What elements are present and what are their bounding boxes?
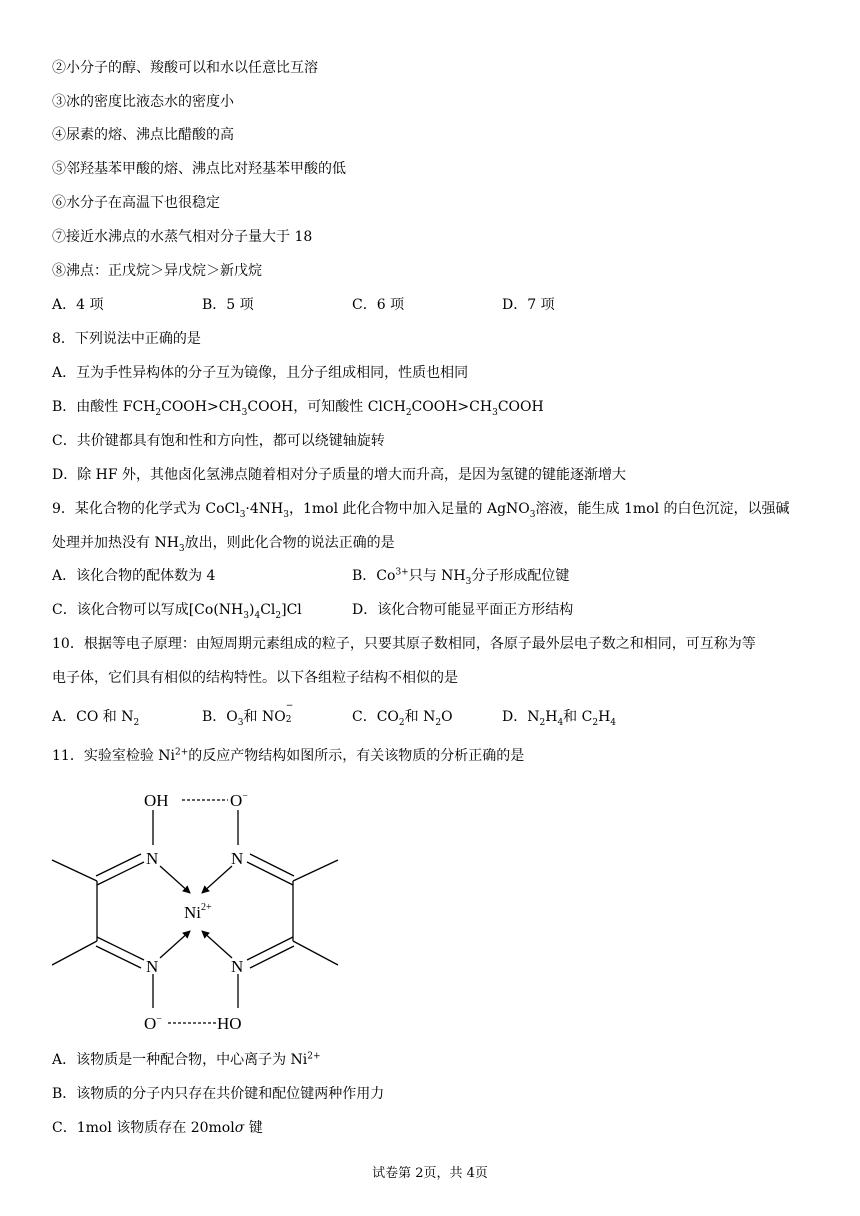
o-minus-bottom-label: O− bbox=[144, 1014, 162, 1033]
oh-top-label: OH bbox=[144, 791, 169, 810]
q7-option-d: D．7 项 bbox=[502, 297, 555, 313]
o-minus-top-label: O− bbox=[230, 791, 248, 810]
ho-bottom-label: HO bbox=[217, 1014, 242, 1033]
page-footer: 试卷第 2页，共 4页 bbox=[372, 1166, 488, 1181]
ni-complex-structure bbox=[40, 780, 360, 1045]
q8-option-a: A．互为手性异构体的分子互为镜像，且分子组成相同，性质也相同 bbox=[52, 365, 469, 381]
n-top-left-label: N bbox=[146, 849, 159, 868]
q7-item-6: ⑥水分子在高温下也很稳定 bbox=[52, 195, 220, 211]
q11-option-a: A．该物质是一种配合物，中心离子为 $Ni^{2+}$ bbox=[52, 1051, 321, 1068]
q8-option-c: C．共价键都具有饱和性和方向性，都可以绕键轴旋转 bbox=[52, 433, 385, 449]
q9-stem-line2: 处理并加热没有 $NH_3$放出，则此化合物的说法正确的是 bbox=[52, 535, 395, 554]
q8-option-b: B．由酸性 $FCH_2COOH>CH_3COOH$，可知酸性 $ClCH_2COOH>CH_3COOH$ bbox=[52, 399, 544, 418]
q8-stem: 8．下列说法中正确的是 bbox=[52, 331, 201, 347]
n-bottom-left-label: N bbox=[146, 957, 159, 976]
ni-center-label: $Ni^{2+}$ bbox=[184, 902, 212, 922]
q7-item-2: ②小分子的醇、羧酸可以和水以任意比互溶 bbox=[52, 60, 318, 76]
q7-item-7: ⑦接近水沸点的水蒸气相对分子量大于 18 bbox=[52, 229, 313, 245]
q7-option-c: C．6 项 bbox=[352, 297, 405, 313]
q10-option-b: B．$O_3$和 NO − 2 bbox=[202, 701, 294, 728]
q10-option-c: C．$CO_2$和 $N_2O$ bbox=[352, 709, 453, 728]
q8-option-d: D．除 HF 外，其他卤化氢沸点随着相对分子质量的增大而升高，是因为氢键的键能逐渐增大 bbox=[52, 467, 627, 483]
q9-stem-line1: 9．某化合物的化学式为 $CoCl_3\cdot 4NH_3$，1mol 此化合物中加入足量的 AgNO$_3$溶液，能生成 1mol 的白色沉淀，以强碱 bbox=[52, 501, 790, 520]
q9-option-d: D．该化合物可能显平面正方形结构 bbox=[352, 602, 574, 618]
q10-option-d: D．$N_2H_4$和 $C_2H_4$ bbox=[502, 709, 617, 728]
q9-option-b: B．$Co^{3+}$只与 $NH_3$分子形成配位键 bbox=[352, 567, 570, 587]
q11-option-b: B．该物质的分子内只存在共价键和配位键两种作用力 bbox=[52, 1086, 385, 1102]
q9-option-a: A．该化合物的配体数为 4 bbox=[52, 568, 216, 584]
q7-item-3: ③冰的密度比液态水的密度小 bbox=[52, 94, 234, 110]
q11-stem: 11．实验室检验 $Ni^{2+}$的反应产物结构如图所示，有关该物质的分析正确的是 bbox=[52, 747, 525, 764]
q10-stem-line1: 10．根据等电子原理：由短周期元素组成的粒子，只要其原子数相同，各原子最外层电子数之和相同，可互称为等 bbox=[52, 636, 756, 652]
q7-item-5: ⑤邻羟基苯甲酸的熔、沸点比对羟基苯甲酸的低 bbox=[52, 161, 346, 177]
n-top-right-label: N bbox=[231, 849, 244, 868]
q9-option-c: C．该化合物可以写成$[Co(NH_3)_4Cl_2]Cl$ bbox=[52, 602, 302, 621]
q7-item-4: ④尿素的熔、沸点比醋酸的高 bbox=[52, 127, 234, 143]
q7-item-8: ⑧沸点：正戊烷＞异戊烷＞新戊烷 bbox=[52, 263, 262, 279]
q11-option-c: C．1mol 该物质存在 20molσ 键 bbox=[52, 1120, 263, 1136]
q7-option-b: B．5 项 bbox=[202, 297, 254, 313]
q10-stem-line2: 电子体，它们具有相似的结构特性。以下各组粒子结构不相似的是 bbox=[52, 670, 458, 686]
q10-option-a: A．CO 和 $N_2$ bbox=[52, 709, 140, 728]
n-bottom-right-label: N bbox=[231, 957, 244, 976]
q7-option-a: A．4 项 bbox=[52, 297, 104, 313]
